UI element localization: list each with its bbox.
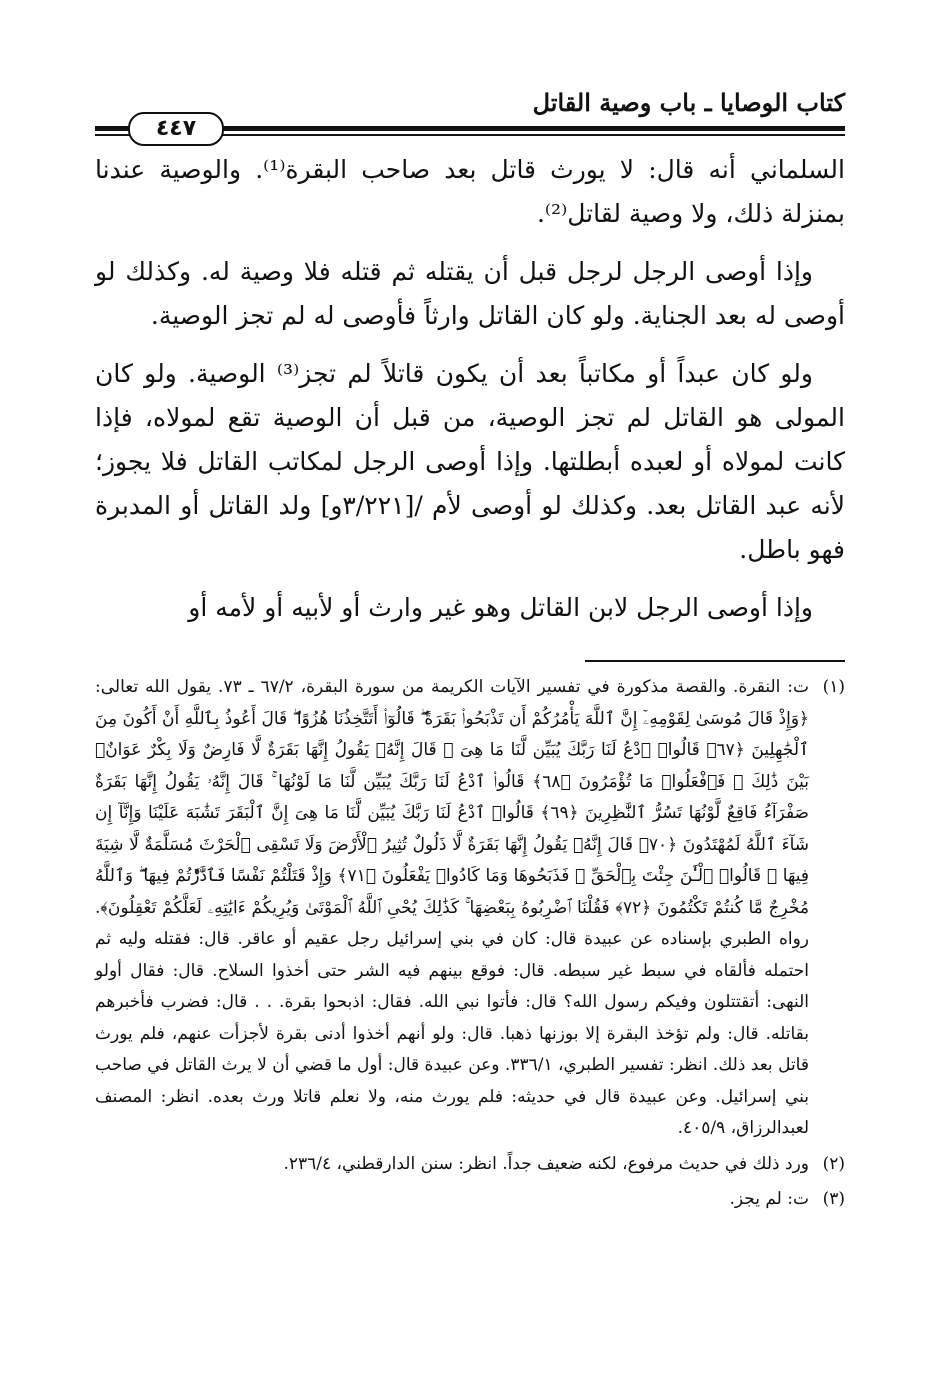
running-title: كتاب الوصايا ـ باب وصية القاتل xyxy=(532,88,845,117)
footnote-3 xyxy=(95,1184,845,1216)
footnote-number: (١) xyxy=(822,677,845,697)
page-number-badge: ٤٤٧ xyxy=(128,112,224,146)
footnote-intro: ت: النقرة. والقصة مذكورة في تفسير الآيات الكريمة من سورة البقرة، ٦٧/٢ ـ ٧٣. يقول الله تعالى: xyxy=(95,677,809,697)
footnote-number: (٢) xyxy=(822,1153,845,1174)
footnote-text: ت: لم يجز. xyxy=(729,1189,809,1209)
footnote-text xyxy=(95,672,809,1145)
paragraph: وإذا أوصى الرجل لرجل قبل أن يقتله ثم قتله فلا وصية له. وكذلك لو أوصى له بعد الجناية. ولو كان القاتل وارثاً فأوصى له لم تجز الوصية. xyxy=(95,257,845,330)
paragraph: ولو كان عبداً أو مكاتباً بعد أن يكون قاتلاً لم تجز⁽³⁾ الوصية. ولو كان المولى هو القاتل لم تجز الوصية، من قبل أن الوصية تقع لمولاه، فإذا كانت لمولاه أو لعبده أبطلتها. وإذا أوصى الرجل لمكاتب القاتل فلا يجوز؛ لأنه عبد القاتل بعد. وكذلك لو أوصى لأم /[٣/٢٢١و] ولد القاتل أو المدبرة فهو باطل. xyxy=(95,359,845,564)
footnote-2 xyxy=(95,1149,845,1181)
paragraph: السلماني أنه قال: لا يورث قاتل بعد صاحب البقرة⁽¹⁾. والوصية عندنا بمنزلة ذلك، ولا وصية لقاتل⁽²⁾. xyxy=(95,155,845,228)
main-text xyxy=(95,148,845,644)
footnotes xyxy=(95,672,845,1220)
footnote-number: (٣) xyxy=(822,1189,845,1209)
quran-quote: ﴿وَإِذْ قَالَ مُوسَىٰ لِقَوْمِهِۦٓ إِنَّ ٱللَّهَ يَأْمُرُكُمْ أَن تَذْبَحُوا۟ بَقَرَةً ۖ قَالُوٓا۟ أَتَتَّخِذُنَا هُزُوًا ۖ قَالَ أَعُوذُ بِٱللَّهِ أَنْ أَكُونَ مِنَ ٱلْجَٰهِلِينَ ﴿٦٧﴾ قَالُوا۟ ٱدْعُ لَنَا رَبَّكَ يُبَيِّن لَّنَا مَا هِىَ ۚ قَالَ إِنَّهُۥ يَقُولُ إِنَّهَا بَقَرَةٌ لَّا فَارِضٌ وَلَا بِكْرٌ عَوَانٌۢ بَيْنَ ذَٰلِكَ ۖ فَٱفْعَلُوا۟ مَا تُؤْمَرُونَ ﴿٦٨﴾ قَالُوا۟ ٱدْعُ لَنَا رَبَّكَ يُبَيِّن لَّنَا مَا لَوْنُهَا ۚ قَالَ إِنَّهُۥ يَقُولُ إِنَّهَا بَقَرَةٌ صَفْرَآءُ فَاقِعٌ لَّوْنُهَا تَسُرُّ ٱلنَّٰظِرِينَ ﴿٦٩﴾ قَالُوا۟ ٱدْعُ لَنَا رَبَّكَ يُبَيِّن لَّنَا مَا هِىَ إِنَّ ٱلْبَقَرَ تَشَٰبَهَ عَلَيْنَا وَإِنَّآ إِن شَآءَ ٱللَّهُ لَمُهْتَدُونَ ﴿٧٠﴾ قَالَ إِنَّهُۥ يَقُولُ إِنَّهَا بَقَرَةٌ لَّا ذَلُولٌ تُثِيرُ ٱلْأَرْضَ وَلَا تَسْقِى ٱلْحَرْثَ مُسَلَّمَةٌ لَّا شِيَةَ فِيهَا ۚ قَالُوا۟ ٱلْـَٰٔنَ جِئْتَ بِٱلْحَقِّ ۚ فَذَبَحُوهَا وَمَا كَادُوا۟ يَفْعَلُونَ ﴿٧١﴾ وَإِذْ قَتَلْتُمْ نَفْسًا فَٱدَّٰرَْٰٔتُمْ فِيهَا ۖ وَٱللَّهُ مُخْرِجٌ مَّا كُنتُمْ تَكْتُمُونَ ﴿٧٢﴾ فَقُلْنَا ٱضْرِبُوهُ بِبَعْضِهَا ۚ كَذَٰلِكَ يُحْىِ ٱللَّهُ ٱلْمَوْتَىٰ وَيُرِيكُمْ ءَايَٰتِهِۦ لَعَلَّكُمْ تَعْقِلُونَ﴾ xyxy=(95,708,809,918)
paragraph: وإذا أوصى الرجل لابن القاتل وهو غير وارث أو لأبيه أو لأمه أو xyxy=(188,593,813,622)
footnote-separator xyxy=(585,660,845,662)
footnote-rest: . رواه الطبري بإسناده عن عبيدة قال: كان في بني إسرائيل رجل عقيم أو عاقر. قال: فقتله وليه ثم احتمله فألقاه في سبط غير سبطه. قال: فوقع بينهم فيه الشر حتى أخذوا السلاح. قال: فقال أولو النهى: أتقتتلون وفيكم رسول الله؟ قال: فأتوا نبي الله. فقال: اذبحوا بقرة. . . قال: فضرب فأخبرهم بقاتله. قال: ولم تؤخذ البقرة إلا بوزنها ذهبا. قال: ولو أنهم أخذوا أدنى بقرة لأجزأت عنهم، فلم يورث قاتل بعد ذلك. انظر: تفسير الطبري، ٣٣٦/١. وعن عبيدة قال: أول ما قضي أن لا يرث القاتل في صاحب بني إسرائيل. وعن عبيدة قال في حديثه: فلم يورث منه، ولا نعلم قاتلا ورث بعده. انظر: المصنف لعبدالرزاق، ٤٠٥/٩. xyxy=(95,897,809,1138)
footnote-text: ورد ذلك في حديث مرفوع، لكنه ضعيف جداً. انظر: سنن الدارقطني، ٢٣٦/٤. xyxy=(283,1153,809,1174)
footnote-1 xyxy=(95,672,845,1145)
